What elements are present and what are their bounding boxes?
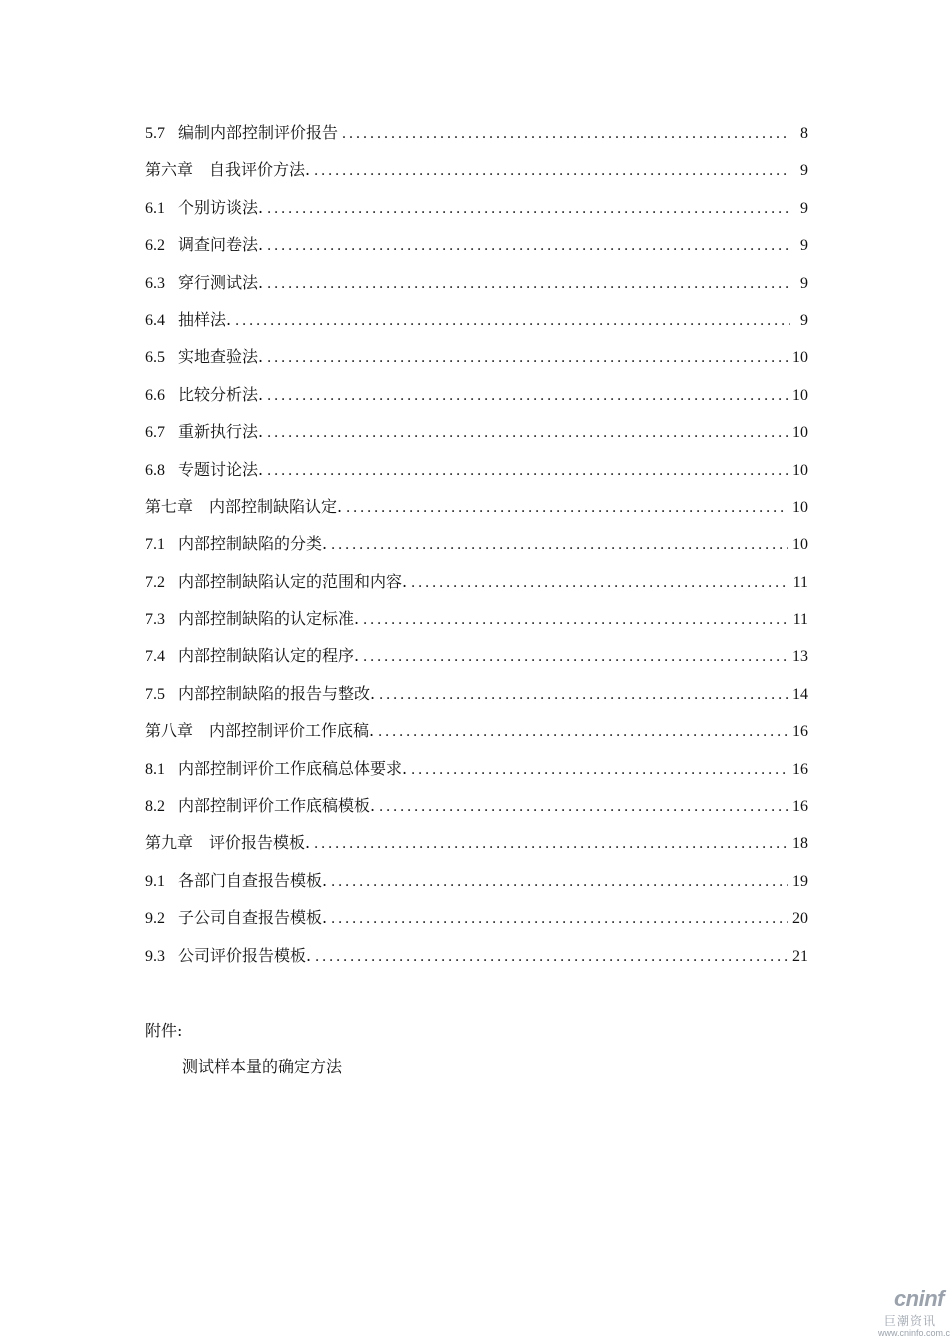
toc-title: 各部门自查报告模板. — [178, 870, 328, 890]
toc-title: 内部控制评价工作底稿模板. — [178, 796, 376, 816]
toc-page-number: 16 — [792, 760, 808, 778]
watermark-cn-text: 巨潮资讯 — [883, 1314, 936, 1328]
toc-number: 7.1 — [145, 536, 165, 554]
toc-leader-dots — [378, 713, 788, 750]
toc-section-row — [145, 301, 808, 338]
watermark-url: www.cninfo.com.c — [877, 1328, 950, 1338]
toc-leader-dots — [346, 489, 788, 526]
toc-chapter-row — [145, 712, 808, 749]
toc-title: 调查问卷法. — [178, 235, 264, 255]
toc-leader-dots — [379, 676, 788, 713]
toc-page-number: 10 — [792, 424, 808, 442]
toc-page-number: 10 — [792, 386, 808, 404]
toc-page-number: 13 — [792, 648, 808, 666]
toc-title: 实地查验法. — [178, 347, 264, 367]
toc-number: 第八章 — [145, 723, 194, 741]
toc-section-row — [145, 189, 808, 226]
toc-number: 9.2 — [145, 910, 165, 928]
toc-section-row — [145, 525, 808, 562]
toc-number: 6.4 — [145, 311, 165, 329]
toc-number: 6.1 — [145, 199, 165, 217]
toc-leader-dots — [315, 938, 788, 975]
toc-title: 专题讨论法. — [178, 459, 264, 479]
toc-number: 第六章 — [145, 162, 194, 180]
toc-title: 自我评价方法. — [209, 160, 311, 180]
toc-leader-dots — [331, 900, 788, 937]
toc-title: 内部控制缺陷认定的范围和内容. — [178, 571, 408, 591]
toc-leader-dots — [267, 377, 788, 414]
toc-number: 9.3 — [145, 947, 165, 965]
toc-page-number: 18 — [792, 835, 808, 853]
toc-number: 8.1 — [145, 760, 165, 778]
toc-section-row — [145, 563, 808, 600]
toc-leader-dots — [331, 863, 788, 900]
toc-page-number: 9 — [800, 311, 808, 329]
toc-title: 内部控制缺陷的报告与整改. — [178, 683, 376, 703]
toc-page-number: 9 — [800, 199, 808, 217]
toc-section-row — [145, 226, 808, 263]
toc-number: 7.2 — [145, 573, 165, 591]
toc-number: 第七章 — [145, 498, 194, 516]
toc-section-row — [145, 338, 808, 375]
toc-leader-dots — [363, 601, 789, 638]
toc-leader-dots — [267, 227, 790, 264]
toc-section-row — [145, 787, 808, 824]
toc-page-number: 8 — [800, 125, 808, 142]
toc-section-row — [145, 376, 808, 413]
toc-number: 8.2 — [145, 798, 165, 816]
cninfo-watermark — [860, 1284, 950, 1344]
toc-chapter-row — [145, 151, 808, 188]
toc-section-row — [145, 937, 808, 974]
toc-section-row — [145, 264, 808, 301]
toc-title: 内部控制评价工作底稿. — [209, 721, 375, 741]
toc-section-row — [145, 899, 808, 936]
toc-title: 个别访谈法. — [178, 197, 264, 217]
toc-leader-dots — [267, 190, 790, 227]
toc-page-number: 20 — [792, 910, 808, 928]
toc-leader-dots — [411, 751, 788, 788]
table-of-contents — [145, 114, 808, 974]
toc-section-row — [145, 750, 808, 787]
toc-number: 6.7 — [145, 424, 165, 442]
toc-leader-dots — [235, 302, 790, 339]
toc-page-number: 9 — [800, 162, 808, 180]
toc-title: 重新执行法. — [178, 422, 264, 442]
toc-number: 5.7 — [145, 125, 165, 142]
toc-section-row — [145, 675, 808, 712]
toc-number: 6.2 — [145, 237, 165, 255]
toc-title: 比较分析法. — [178, 384, 264, 404]
toc-page-number: 16 — [792, 798, 808, 816]
toc-title: 内部控制缺陷认定的程序. — [178, 646, 360, 666]
toc-page-number: 19 — [792, 872, 808, 890]
toc-title: 抽样法. — [178, 309, 232, 329]
toc-section-row — [145, 114, 808, 151]
toc-page-number: 10 — [792, 498, 808, 516]
toc-chapter-row — [145, 488, 808, 525]
toc-leader-dots — [331, 526, 788, 563]
toc-page-number: 9 — [800, 274, 808, 292]
toc-page-number: 10 — [792, 349, 808, 367]
toc-leader-dots — [267, 414, 788, 451]
toc-section-row — [145, 862, 808, 899]
watermark-logo: cninf — [893, 1286, 944, 1311]
toc-page-number: 14 — [792, 685, 808, 703]
toc-page-number: 16 — [792, 723, 808, 741]
toc-number: 6.6 — [145, 386, 165, 404]
toc-chapter-row — [145, 824, 808, 861]
toc-section-row — [145, 600, 808, 637]
toc-page-number: 21 — [792, 947, 808, 965]
toc-number: 7.4 — [145, 648, 165, 666]
toc-leader-dots — [267, 265, 790, 302]
toc-title: 子公司自查报告模板. — [178, 908, 328, 928]
toc-page-number: 9 — [800, 237, 808, 255]
toc-leader-dots — [342, 115, 790, 152]
toc-title: 内部控制缺陷认定. — [209, 496, 343, 516]
toc-number: 6.8 — [145, 461, 165, 479]
toc-page-number: 11 — [792, 611, 808, 629]
toc-number: 6.5 — [145, 349, 165, 367]
toc-page-number: 10 — [792, 461, 808, 479]
toc-title: 评价报告模板. — [209, 833, 311, 853]
toc-leader-dots — [267, 452, 788, 489]
toc-leader-dots — [314, 152, 790, 189]
toc-page-number: 10 — [792, 536, 808, 554]
toc-number: 9.1 — [145, 872, 165, 890]
toc-leader-dots — [411, 564, 789, 601]
toc-title: 内部控制缺陷的认定标准. — [178, 609, 360, 629]
toc-section-row — [145, 413, 808, 450]
toc-number: 第九章 — [145, 835, 194, 853]
attachment-label: 附件: — [145, 1021, 183, 1040]
toc-section-row — [145, 637, 808, 674]
toc-section-row — [145, 451, 808, 488]
toc-page-number: 11 — [792, 573, 808, 591]
toc-number: 7.3 — [145, 611, 165, 629]
toc-leader-dots — [363, 638, 788, 675]
toc-title: 编制内部控制评价报告 — [178, 123, 339, 142]
toc-leader-dots — [379, 788, 788, 825]
toc-leader-dots — [314, 825, 788, 862]
toc-title: 内部控制缺陷的分类. — [178, 534, 328, 554]
toc-title: 穿行测试法. — [178, 272, 264, 292]
toc-title: 内部控制评价工作底稿总体要求. — [178, 758, 408, 778]
toc-number: 7.5 — [145, 685, 165, 703]
toc-title: 公司评价报告模板. — [178, 945, 312, 965]
attachment-item: 测试样本量的确定方法 — [182, 1057, 343, 1076]
toc-number: 6.3 — [145, 274, 165, 292]
toc-leader-dots — [267, 339, 788, 376]
